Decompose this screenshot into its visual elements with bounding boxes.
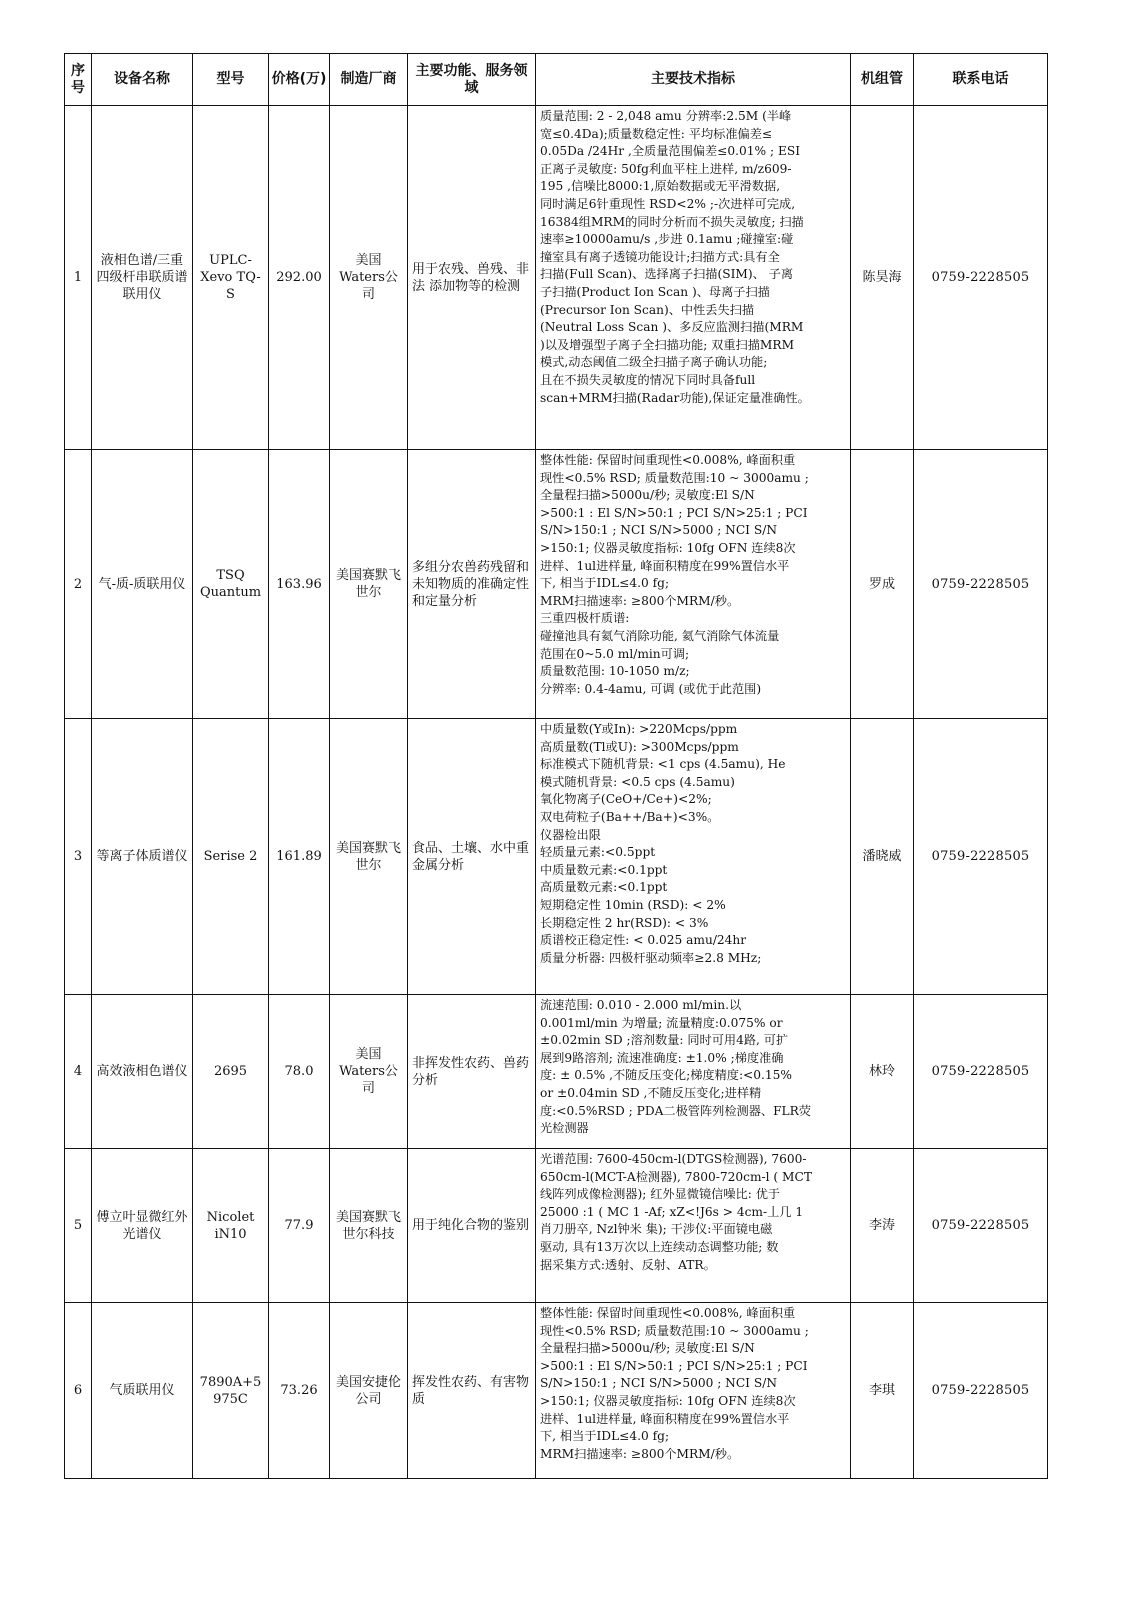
row-no: 2 (65, 450, 92, 719)
row-specs (536, 719, 851, 995)
spec-line: 速率≥10000amu/s ,步进 0.1amu ;碰撞室:碰 (540, 232, 794, 247)
spec-line: 正离子灵敏度: 50fg利血平柱上进样, m/z609- (540, 161, 792, 176)
spec-line: 子扫描(Product Ion Scan )、母离子扫描 (540, 284, 770, 299)
row-specs (536, 450, 851, 719)
spec-line: 仪器检出限 (540, 827, 601, 842)
equipment-table-page (64, 53, 1047, 1479)
row-model: 7890A+5975C (193, 1303, 269, 1479)
row-function: 非挥发性农药、兽药分析 (408, 995, 536, 1149)
spec-line: 度:<0.5%RSD ; PDA二极管阵列检测器、FLR荧 (540, 1103, 811, 1118)
table-row (65, 450, 1048, 719)
row-maker: 美国赛默飞世尔 (330, 719, 408, 995)
row-no: 6 (65, 1303, 92, 1479)
row-phone: 0759-2228505 (914, 450, 1048, 719)
row-price: 77.9 (269, 1149, 330, 1303)
spec-line: 0.001ml/min 为增量; 流量精度:0.075% or (540, 1015, 783, 1030)
spec-line: 氧化物离子(CeO+/Ce+)<2%; (540, 792, 712, 807)
spec-line: ±0.02min SD ;溶剂数量: 同时可用4路, 可扩 (540, 1033, 789, 1048)
spec-line: or ±0.04min SD ,不随反压变化;进样精 (540, 1085, 762, 1100)
spec-line: 现性<0.5% RSD; 质量数范围:10 ~ 3000amu ; (540, 1323, 809, 1338)
spec-line: 下, 相当于IDL≤4.0 fg; (540, 576, 670, 591)
row-phone: 0759-2228505 (914, 1303, 1048, 1479)
spec-line: 模式随机背景: <0.5 cps (4.5amu) (540, 774, 735, 789)
row-function: 用于农残、兽残、非法 添加物等的检测 (408, 106, 536, 450)
spec-line: 650cm-l(MCT-A检测器), 7800-720cm-l ( MCT (540, 1169, 812, 1184)
spec-line: 光检测器 (540, 1121, 589, 1136)
row-name: 气质联用仪 (92, 1303, 193, 1479)
spec-line: 进样、1ul进样量, 峰面积精度在99%置信水平 (540, 1411, 790, 1426)
row-model: TSQ Quantum (193, 450, 269, 719)
spec-line: >150:1; 仪器灵敏度指标: 10fg OFN 连续8次 (540, 540, 796, 555)
spec-line: 高质量数(Tl或U): >300Mcps/ppm (540, 739, 739, 754)
header-name: 设备名称 (92, 54, 193, 106)
spec-line: 线阵列成像检测器); 红外显微镜信噪比: 优于 (540, 1187, 781, 1202)
row-model: Serise 2 (193, 719, 269, 995)
spec-line: 进样、1ul进样量, 峰面积精度在99%置信水平 (540, 558, 790, 573)
row-no: 1 (65, 106, 92, 450)
row-no: 4 (65, 995, 92, 1149)
spec-line: 25000 :1 ( MC 1 -Af; xZ<!J6s > 4cm-丄几 1 (540, 1204, 804, 1219)
spec-line: 高质量数元素:<0.1ppt (540, 880, 668, 895)
header-model: 型号 (193, 54, 269, 106)
spec-line: 轻质量元素:<0.5ppt (540, 845, 656, 860)
table-header-row (65, 54, 1048, 106)
row-model: 2695 (193, 995, 269, 1149)
spec-line: 短期稳定性 10min (RSD): < 2% (540, 897, 726, 912)
spec-line: 全量程扫描>5000u/秒; 灵敏度:El S/N (540, 1341, 755, 1356)
spec-line: 宽≤0.4Da);质量数稳定性: 平均标准偏差≤ (540, 126, 773, 141)
spec-line: 碰撞池具有氦气消除功能, 氦气消除气体流量 (540, 628, 780, 643)
row-maker: 美国赛默飞世尔 (330, 450, 408, 719)
spec-line: (Neutral Loss Scan )、多反应监测扫描(MRM (540, 320, 804, 335)
row-manager: 陈昊海 (851, 106, 914, 450)
row-no: 5 (65, 1149, 92, 1303)
spec-line: 分辨率: 0.4-4amu, 可调 (或优于此范围) (540, 681, 762, 696)
row-price: 78.0 (269, 995, 330, 1149)
spec-line: 质量数范围: 10-1050 m/z; (540, 664, 690, 679)
spec-line: 模式,动态阈值二级全扫描子离子确认功能; (540, 355, 768, 370)
row-maker: 美国Waters公司 (330, 106, 408, 450)
spec-line: 0.05Da /24Hr ,全质量范围偏差≤0.01% ; ESI (540, 144, 801, 159)
spec-line: 整体性能: 保留时间重现性<0.008%, 峰面积重 (540, 453, 796, 467)
spec-line: 流速范围: 0.010 - 2.000 ml/min.以 (540, 998, 742, 1012)
row-specs (536, 106, 851, 450)
row-function: 多组分农兽药残留和未知物质的准确定性和定量分析 (408, 450, 536, 719)
row-specs (536, 1149, 851, 1303)
row-function: 食品、土壤、水中重金属分析 (408, 719, 536, 995)
spec-line: 现性<0.5% RSD; 质量数范围:10 ~ 3000amu ; (540, 470, 809, 485)
spec-line: 且在不损失灵敏度的情况下同时具备full (540, 372, 756, 387)
header-no: 序号 (65, 54, 92, 106)
row-manager: 李琪 (851, 1303, 914, 1479)
spec-line: 同时满足6针重现性 RSD<2% ;-次进样可完成, (540, 196, 796, 211)
header-maker: 制造厂商 (330, 54, 408, 106)
row-manager: 林玲 (851, 995, 914, 1149)
row-price: 292.00 (269, 106, 330, 450)
row-no: 3 (65, 719, 92, 995)
equipment-table (64, 53, 1048, 1479)
row-name: 高效液相色谱仪 (92, 995, 193, 1149)
row-phone: 0759-2228505 (914, 106, 1048, 450)
spec-line: >150:1; 仪器灵敏度指标: 10fg OFN 连续8次 (540, 1393, 796, 1408)
row-function: 用于纯化合物的鉴别 (408, 1149, 536, 1303)
row-name: 傅立叶显微红外光谱仪 (92, 1149, 193, 1303)
spec-line: 扫描(Full Scan)、选择离子扫描(SIM)、 子离 (540, 267, 794, 282)
spec-line: scan+MRM扫描(Radar功能),保证定量准确性。 (540, 390, 810, 405)
spec-line: 中质量数元素:<0.1ppt (540, 862, 668, 877)
spec-line: 肖刀册卒, Nzl钟米 集); 干涉仪:平面镜电磁 (540, 1222, 773, 1237)
spec-line: 光谱范围: 7600-450cm-l(DTGS检测器), 7600- (540, 1152, 807, 1166)
row-maker: 美国安捷伦公司 (330, 1303, 408, 1479)
row-phone: 0759-2228505 (914, 1149, 1048, 1303)
table-row (65, 106, 1048, 450)
spec-line: MRM扫描速率: ≥800个MRM/秒。 (540, 593, 740, 608)
spec-line: 全量程扫描>5000u/秒; 灵敏度:El S/N (540, 488, 755, 503)
row-price: 73.26 (269, 1303, 330, 1479)
row-model: UPLC-Xevo TQ-S (193, 106, 269, 450)
spec-line: MRM扫描速率: ≥800个MRM/秒。 (540, 1446, 740, 1461)
spec-line: 据采集方式:透射、反射、ATR。 (540, 1257, 716, 1272)
spec-line: >500:1 : El S/N>50:1 ; PCI S/N>25:1 ; PCI (540, 1358, 808, 1373)
spec-line: (Precursor Ion Scan)、中性丢失扫描 (540, 302, 755, 317)
spec-line: 标准模式下随机背景: <1 cps (4.5amu), He (540, 757, 786, 772)
spec-line: )以及增强型子离子全扫描功能; 双重扫描MRM (540, 337, 795, 352)
spec-line: S/N>150:1 ; NCI S/N>5000 ; NCI S/N (540, 1376, 777, 1391)
row-name: 等离子体质谱仪 (92, 719, 193, 995)
row-maker: 美国Waters公司 (330, 995, 408, 1149)
spec-line: S/N>150:1 ; NCI S/N>5000 ; NCI S/N (540, 523, 777, 538)
row-specs (536, 1303, 851, 1479)
row-price: 163.96 (269, 450, 330, 719)
row-price: 161.89 (269, 719, 330, 995)
spec-line: 下, 相当于IDL≤4.0 fg; (540, 1429, 670, 1444)
spec-line: 范围在0~5.0 ml/min可调; (540, 646, 690, 661)
spec-line: 双电荷粒子(Ba++/Ba+)<3%。 (540, 809, 720, 824)
header-function: 主要功能、服务领域 (408, 54, 536, 106)
spec-line: 16384组MRM的同时分析而不损失灵敏度; 扫描 (540, 214, 804, 229)
row-phone: 0759-2228505 (914, 719, 1048, 995)
spec-line: 度: ± 0.5% ,不随反压变化;梯度精度:<0.15% (540, 1068, 792, 1083)
spec-line: 撞室具有离子透镜功能设计;扫描方式:具有全 (540, 249, 780, 264)
spec-line: 质量分析器: 四极杆驱动频率≥2.8 MHz; (540, 950, 762, 965)
spec-line: 中质量数(Y或In): >220Mcps/ppm (540, 722, 738, 736)
spec-line: 整体性能: 保留时间重现性<0.008%, 峰面积重 (540, 1306, 796, 1320)
row-specs (536, 995, 851, 1149)
row-name: 液相色谱/三重四级杆串联质谱联用仪 (92, 106, 193, 450)
spec-line: 质谱校正稳定性: < 0.025 amu/24hr (540, 933, 747, 948)
header-manager: 机组管 (851, 54, 914, 106)
row-maker: 美国赛默飞世尔科技 (330, 1149, 408, 1303)
row-manager: 李涛 (851, 1149, 914, 1303)
row-function: 挥发性农药、有害物质 (408, 1303, 536, 1479)
table-row (65, 1303, 1048, 1479)
spec-line: 长期稳定性 2 hr(RSD): < 3% (540, 915, 709, 930)
header-specs: 主要技术指标 (536, 54, 851, 106)
row-phone: 0759-2228505 (914, 995, 1048, 1149)
table-row (65, 1149, 1048, 1303)
header-phone: 联系电话 (914, 54, 1048, 106)
row-manager: 潘晓威 (851, 719, 914, 995)
row-manager: 罗成 (851, 450, 914, 719)
spec-line: >500:1 : El S/N>50:1 ; PCI S/N>25:1 ; PCI (540, 505, 808, 520)
table-row (65, 995, 1048, 1149)
row-model: Nicolet iN10 (193, 1149, 269, 1303)
table-row (65, 719, 1048, 995)
spec-line: 三重四极杆质谱: (540, 611, 630, 626)
header-price: 价格(万) (269, 54, 330, 106)
spec-line: 展到9路溶剂; 流速准确度: ±1.0% ;梯度准确 (540, 1050, 784, 1065)
row-name: 气-质-质联用仪 (92, 450, 193, 719)
spec-line: 驱动, 具有13万次以上连续动态调整功能; 数 (540, 1239, 779, 1254)
spec-line: 195 ,信噪比8000:1,原始数据或无平滑数据, (540, 179, 781, 194)
spec-line: 质量范围: 2 - 2,048 amu 分辨率:2.5M (半峰 (540, 109, 792, 123)
